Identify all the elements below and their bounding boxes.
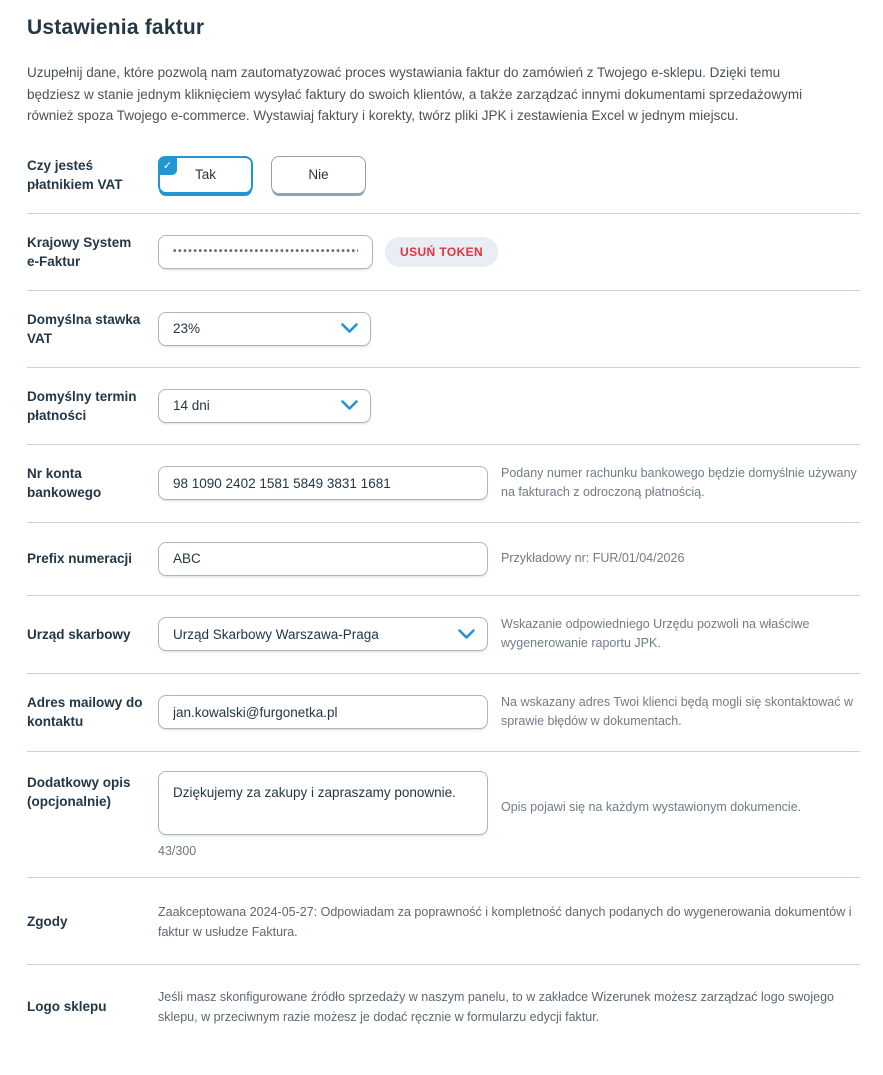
consents-text: Zaakceptowana 2024-05-27: Odpowiadam za poprawność i kompletność danych podanych do wygenerowania dokumentów i faktur w usłudze Faktura. [158, 904, 852, 939]
row-bank-account [27, 445, 860, 523]
row-extra-description [27, 752, 860, 878]
page-title: Ustawienia faktur [27, 16, 205, 39]
extra-description-help: Opis pojawi się na każdym wystawionym dokumencie. [501, 799, 802, 814]
payment-term-label: Domyślny termin płatności [27, 388, 137, 423]
bank-account-input[interactable] [158, 466, 488, 500]
chevron-down-icon [458, 629, 475, 640]
vat-payer-yes-label: Tak [194, 167, 216, 182]
char-counter: 43/300 [158, 843, 197, 858]
payment-term-value: 14 dni [173, 398, 210, 413]
tax-office-label: Urząd skarbowy [27, 626, 131, 642]
vat-payer-toggle [158, 156, 488, 194]
vat-payer-label: Czy jesteś płatnikiem VAT [27, 157, 123, 192]
vat-rate-label: Domyślna stawka VAT [27, 311, 141, 346]
tax-office-help: Wskazanie odpowiedniego Urzędu pozwoli na właściwe wygenerowanie raportu JPK. [501, 616, 810, 650]
consents-label: Zgody [27, 914, 68, 929]
row-contact-email [27, 674, 860, 752]
chevron-down-icon [341, 400, 358, 411]
extra-description-label: Dodatkowy opis (opcjonalnie) [27, 774, 131, 809]
numbering-prefix-input[interactable] [158, 542, 488, 576]
row-shop-logo [27, 965, 860, 1045]
contact-email-label: Adres mailowy do kontaktu [27, 695, 143, 729]
contact-email-input[interactable] [158, 695, 488, 729]
vat-payer-no-label: Nie [308, 167, 329, 182]
row-tax-office [27, 596, 860, 674]
tax-office-select[interactable] [158, 617, 488, 651]
invoice-settings-form [27, 137, 860, 1045]
numbering-prefix-help: Przykładowy nr: FUR/01/04/2026 [501, 550, 685, 565]
ksef-label: Krajowy System e-Faktur [27, 234, 132, 269]
row-vat-rate [27, 291, 860, 368]
vat-payer-yes-button[interactable] [158, 156, 253, 194]
bank-account-help: Podany numer rachunku bankowego będzie domyślnie używany na fakturach z odroczoną płatnością. [501, 465, 857, 499]
vat-rate-value: 23% [173, 321, 201, 336]
remove-token-button[interactable]: USUŃ TOKEN [385, 237, 498, 267]
ksef-content [158, 235, 860, 269]
vat-rate-select[interactable] [158, 312, 371, 346]
intro-text: Uzupełnij dane, które pozwolą nam zautomatyzować proces wystawiania faktur do zamówień z Twojego e-sklepu. Dzięki temu będziesz w stanie jednym kliknięciem wysyłać faktury do swoich klientów, a także zarządzać innymi dokumentami sprzedażowymi również spoza Twojego e-commerce. Wystawiaj faktury i korekty, twórz pliki JPK i zestawienia Excel w jednym miejscu. [27, 65, 803, 123]
bank-account-label: Nr konta bankowego [27, 466, 102, 500]
tax-office-value: Urząd Skarbowy Warszawa-Praga [173, 626, 379, 642]
row-vat-payer [27, 137, 860, 214]
extra-description-wrap [158, 771, 488, 858]
shop-logo-text: Jeśli masz skonfigurowane źródło sprzedaży w naszym panelu, to w zakładce Wizerunek możesz zarządzać logo swojego sklepu, w przeciwnym razie możesz je dodać ręcznie w formularzu edycji faktur. [158, 989, 835, 1024]
vat-payer-no-button[interactable] [271, 156, 366, 194]
row-ksef [27, 214, 860, 291]
row-numbering-prefix [27, 523, 860, 596]
check-icon: ✓ [158, 156, 177, 175]
row-payment-term [27, 368, 860, 445]
payment-term-select[interactable] [158, 389, 371, 423]
chevron-down-icon [341, 323, 358, 334]
contact-email-help: Na wskazany adres Twoi klienci będą mogli się skontaktować w sprawie błędów w dokumentach. [501, 694, 854, 728]
numbering-prefix-label: Prefix numeracji [27, 551, 133, 566]
shop-logo-label: Logo sklepu [27, 999, 107, 1014]
ksef-token-input[interactable] [158, 235, 373, 269]
extra-description-textarea[interactable] [158, 771, 488, 835]
row-consents [27, 878, 860, 965]
